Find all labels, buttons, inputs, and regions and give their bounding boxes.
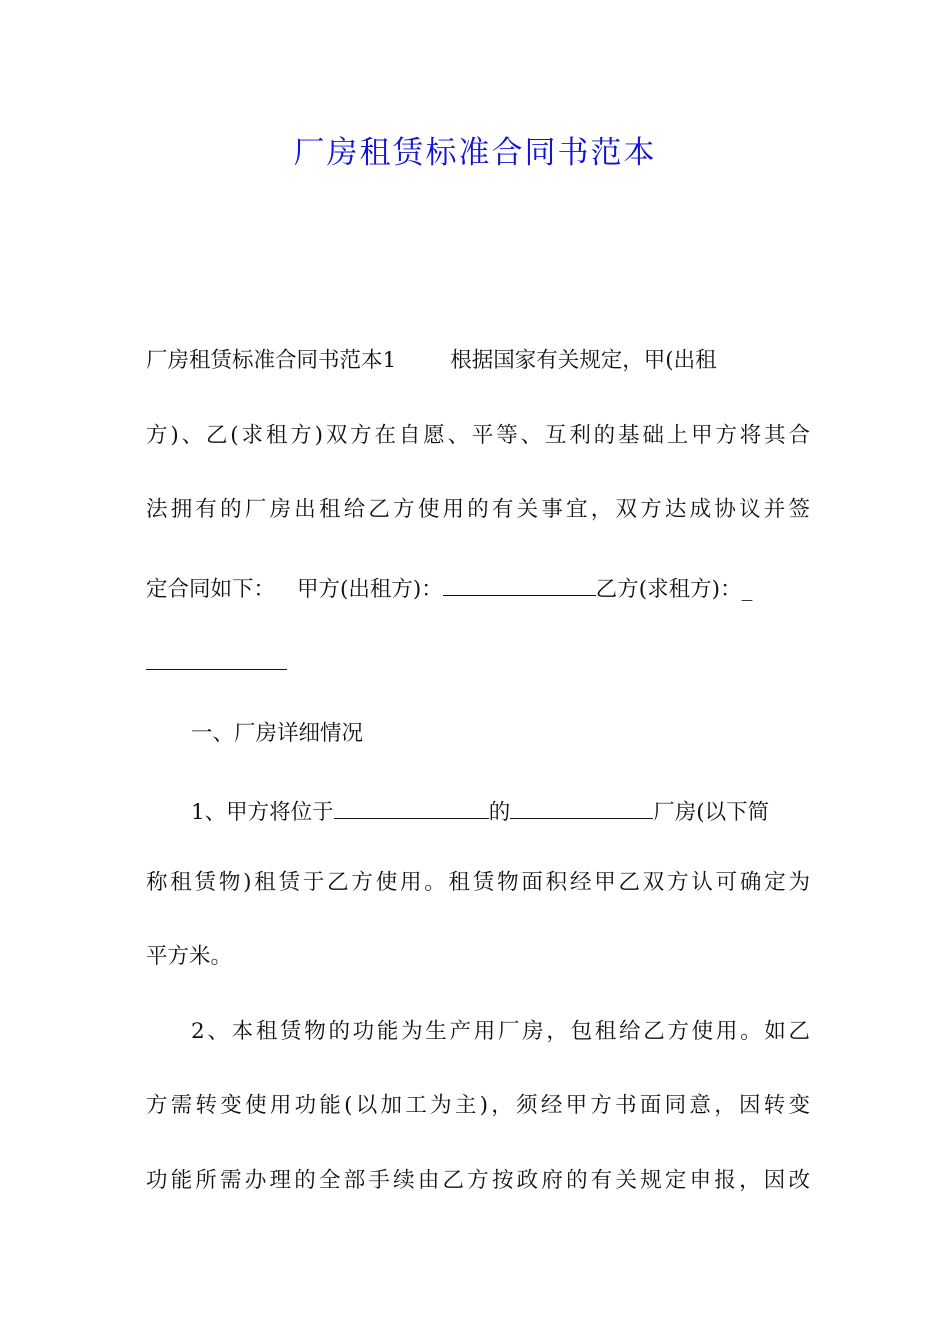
document-title: 厂房租赁标准合同书范本 [293,135,657,171]
item-1-factory-text: 厂房(以下简 [653,800,770,825]
location-blank [334,780,489,819]
item-1-location-text: 1、甲方将位于 [191,800,334,825]
intro-line-2: 方)、乙(求租方)双方在自愿、平等、互利的基础上甲方将其合 [146,422,810,448]
item-2-line-3: 功能所需办理的全部手续由乙方按政府的有关规定申报，因改 [146,1167,810,1193]
intro-line-1 [146,333,810,408]
party-b-label: 乙方(求租方)：_ [595,576,753,602]
intro-subtitle: 厂房租赁标准合同书范本1 [146,348,397,373]
intro-line-4 [146,557,810,632]
section-1-heading: 一、厂房详细情况 [191,720,364,746]
party-b-blank [146,631,287,670]
document-body [146,333,810,1227]
intro-agreement-text: 定合同如下： [146,576,276,602]
party-a-label: 甲方(出租方)： [297,576,443,602]
intro-line-5 [146,631,810,706]
item-1-of-text: 的 [488,800,511,825]
item-2-line-1: 2、本租赁物的功能为生产用厂房，包租给乙方使用。如乙 [191,1018,810,1044]
item-1-line-2: 称租赁物)租赁于乙方使用。租赁物面积经甲乙双方认可确定为 [146,869,810,895]
item-1-line-3: 平方米。 [146,944,233,969]
intro-text-start: 根据国家有关规定，甲(出租 [450,348,717,373]
party-a-blank [443,557,596,596]
factory-blank [510,780,653,819]
item-1-line-1 [146,780,810,855]
item-2-line-2: 方需转变使用功能(以加工为主)，须经甲方书面同意，因转变 [146,1093,810,1118]
intro-line-3: 法拥有的厂房出租给乙方使用的有关事宜，双方达成协议并签 [146,497,810,522]
